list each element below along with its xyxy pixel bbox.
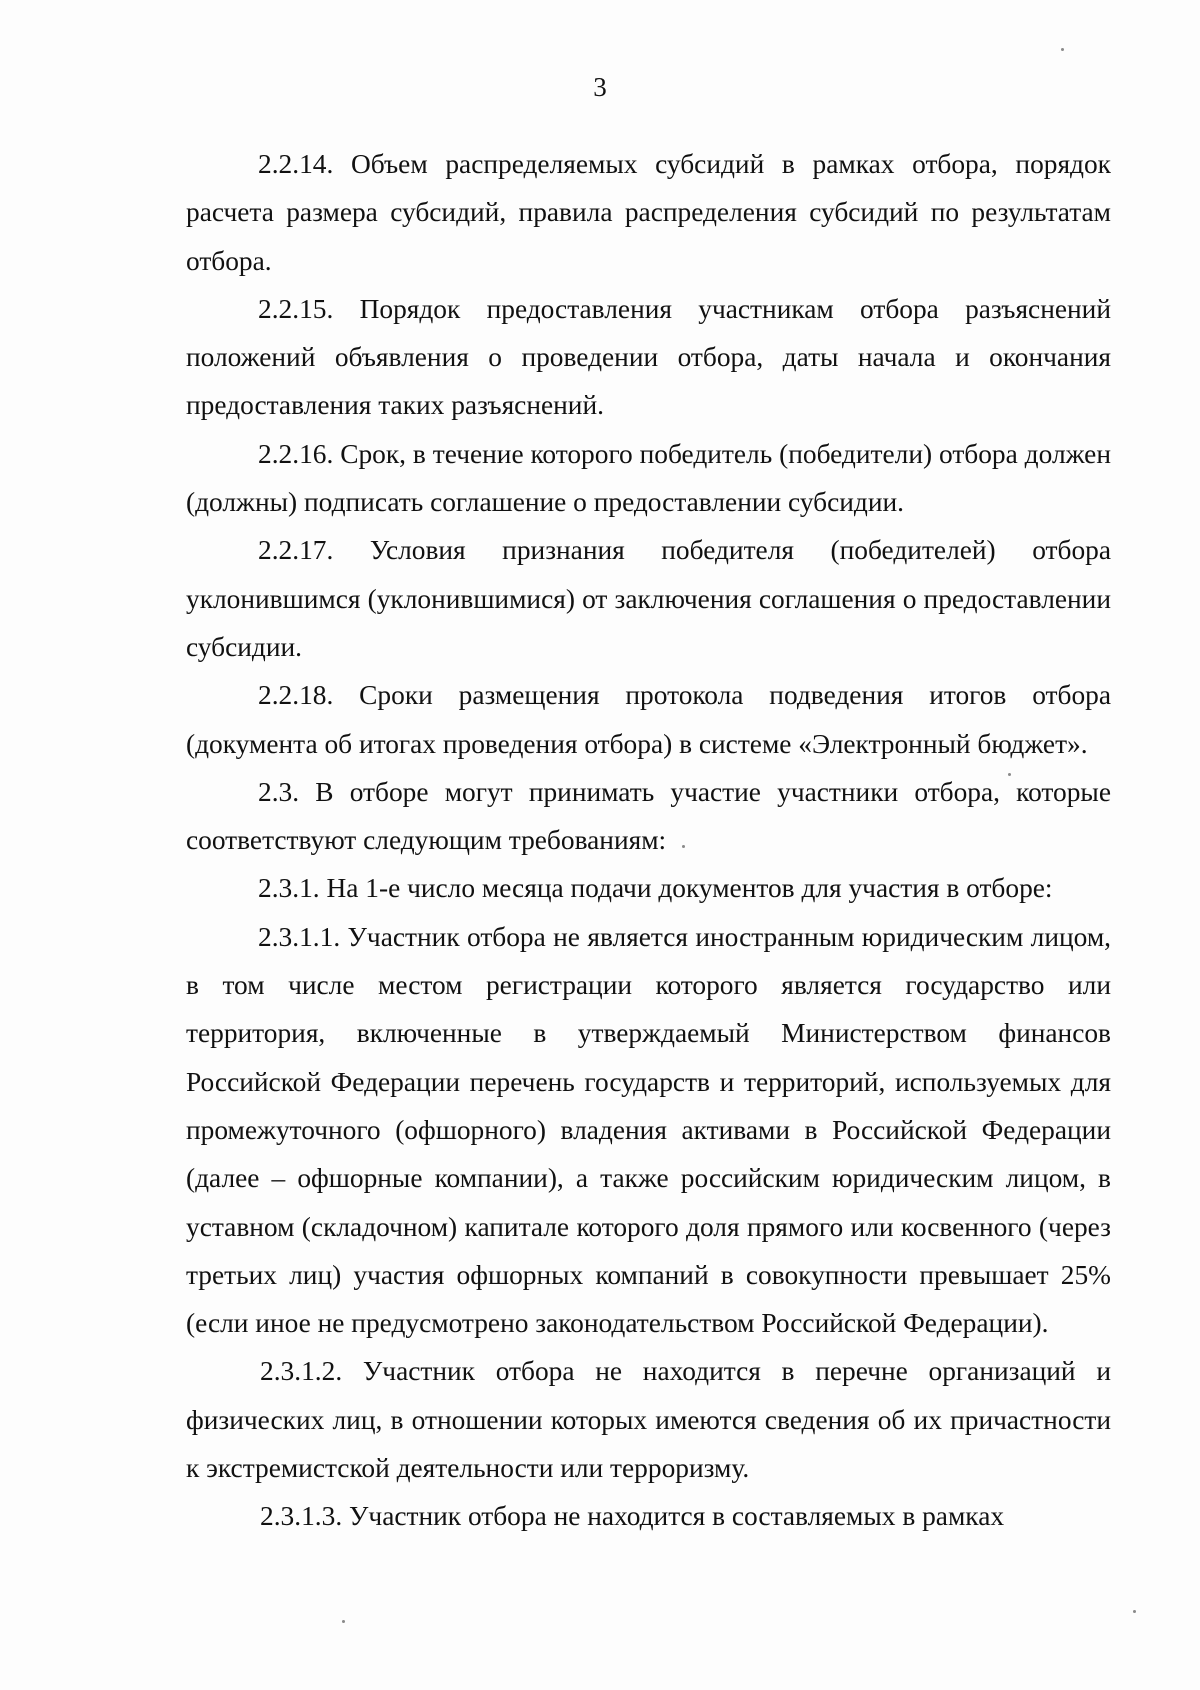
paragraph-2-2-18: 2.2.18. Сроки размещения протокола подведения итогов отбора (документа об итогах проведения отбора) в системе «Электронный бюджет».	[186, 680, 1111, 759]
paragraph-2-2-17: 2.2.17. Условия признания победителя (победителей) отбора уклонившимся (уклонившимися) от заключения соглашения о предоставлении субсидии.	[186, 535, 1111, 662]
document-body	[186, 140, 1111, 1541]
page-number: 3	[593, 72, 607, 102]
scan-speck	[1133, 1610, 1136, 1613]
scan-speck	[1008, 773, 1011, 776]
paragraph-2-3-1-2: 2.3.1.2. Участник отбора не находится в перечне организаций и физических лиц, в отношении которых имеются сведения об их причастности к экстремистской деятельности или терроризму.	[186, 1356, 1111, 1484]
paragraph-2-2-16: 2.2.16. Срок, в течение которого победитель (победители) отбора должен (должны) подписать соглашение о предоставлении субсидии.	[186, 438, 1111, 518]
paragraph-2-3-1-3: 2.3.1.3. Участник отбора не находится в составляемых в рамках	[260, 1501, 1005, 1532]
paragraph-2-3-1: 2.3.1. На 1-е число месяца подачи документов для участия в отборе:	[258, 873, 1053, 904]
paragraph-2-3-1-1: 2.3.1.1. Участник отбора не является иностранным юридическим лицом, в том числе местом регистрации которого является государство или территория, включенные в утверждаемый Министерством финансов Российской Федерации перечень государств и территорий, используемых для промежуточного (офшорного) владения активами в Российской Федерации (далее – офшорные компании), а также российским юридическим лицом, в уставном (складочном) капитале которого доля прямого или косвенного (через третьих лиц) участия офшорных компаний в совокупности превышает 25% (если иное не предусмотрено законодательством Российской Федерации).	[186, 921, 1111, 1339]
paragraph-2-2-15: 2.2.15. Порядок предоставления участникам отбора разъяснений положений объявления о проведении отбора, даты начала и окончания предоставления таких разъяснений.	[186, 293, 1111, 421]
scan-speck	[682, 845, 685, 848]
scan-speck	[1061, 48, 1064, 51]
paragraph-2-2-14: 2.2.14. Объем распределяемых субсидий в рамках отбора, порядок расчета размера субсидий, правила распределения субсидий по результатам отбора.	[186, 149, 1111, 276]
paragraph-2-3: 2.3. В отборе могут принимать участие участники отбора, которые соответствуют следующим требованиям:	[186, 776, 1111, 856]
scan-speck	[342, 1620, 345, 1623]
